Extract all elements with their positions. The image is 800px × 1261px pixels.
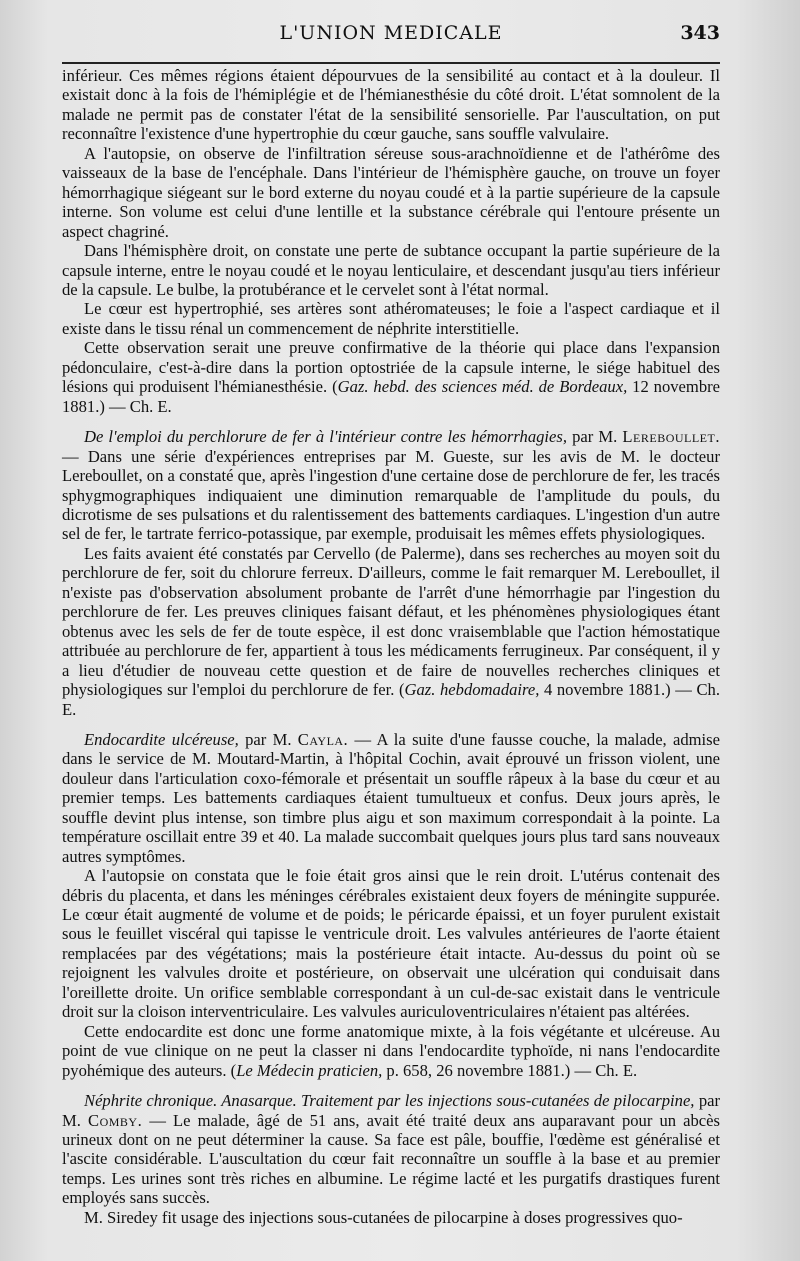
paragraph: Le cœur est hypertrophié, ses artères sont athéromateuses; le foie a l'aspect cardiaque et il existe dans le tissu rénal un commencement de néphrite interstitielle. bbox=[62, 299, 720, 338]
paragraph-text: 4 novembre 1881.) — Ch. E. bbox=[62, 680, 720, 719]
paragraph-text: Les faits avaient été constatés par Cervello (de Palerme), dans ses recherches au moyen soit du perchlorure de fer, soit du chlorure ferreux. D'ailleurs, comme le fait remarquer M. Lereboullet, il n'existe pas d'observation absolument probante de l'arrêt d'une hémorrhagie par l'ingestion du perchlorure de fer. Les preuves cliniques faisant défaut, et les phénomènes physiologiques étant obtenus avec les sels de fer de toute espèce, il est donc vraisemblable que l'action hémostatique attribuée au perchlorure de fer, appartient à tous les médicaments ferrugineux. Par conséquent, il y a lieu d'étudier de nouveau cette question et de faire de nouvelles recherches cliniques et physiologiques sur l'emploi du perchlorure de fer. ( bbox=[62, 543, 720, 700]
section-title: Néphrite chronique. Anasarque. Traitement par les injections sous-cutanées de pilocarpine, bbox=[84, 1091, 695, 1111]
paragraph-text: Cette endocardite est donc une forme anatomique mixte, à la fois végétante et ulcéreuse. Au point de vue clinique on ne peut la classer ni dans l'endocardite typhoïde, ni nans l'endocardite pyohémique des auteurs. ( bbox=[62, 1021, 720, 1080]
section-author: Comby. bbox=[88, 1110, 143, 1130]
paragraph-text: par M. bbox=[62, 1091, 721, 1130]
paragraph bbox=[62, 544, 720, 719]
paragraph-text: Cette observation serait une preuve confirmative de la théorie qui place dans l'expansion pédonculaire, c'est-à-dire dans la portion optostriée de la capsule interne, le siége habituel des lésions qui produisent l'hémianesthésie. ( bbox=[62, 338, 720, 397]
section-title: Endocardite ulcéreuse, bbox=[84, 729, 239, 749]
paragraph-text: — Dans une série d'expériences entreprises par M. Gueste, sur les avis de M. le docteur Lereboullet, on a constaté que, après l'ingestion d'une certaine dose de perchlorure de fer, les tracés sphygmographiques indiquaient une diminution remarquable de l'amplitude du pouls, du dicrotisme de ses pulsations et du ralentissement des battements cardiaques. L'ingestion d'un autre sel de fer, le tartrate ferrico-potassique, par exemple, produisait les mêmes effets physiologiques. bbox=[62, 446, 720, 544]
section-perchlorure bbox=[62, 427, 720, 544]
paragraph: A l'autopsie, on observe de l'infiltration séreuse sous-arachnoïdienne et de l'athérôme des vaisseaux de la base de l'encéphale. Dans l'intérieur de l'hémisphère gauche, on trouve un foyer hémorrhagique siégeant sur le bord externe du noyau coudé et à la partie supérieure de la capsule interne. Son volume est celui d'une lentille et la substance cérébrale qui l'entoure présente un aspect chagriné. bbox=[62, 143, 720, 241]
citation: Le Médecin praticien, bbox=[236, 1060, 383, 1080]
paragraph: inférieur. Ces mêmes régions étaient dépourvues de la sensibilité au contact et à la douleur. Il existait donc à la fois de l'hémiplégie et de l'hémianesthésie du côté droit. L'état somnolent de la malade ne permit pas de constater l'état de la sensibilité sensorielle. Par l'auscultation, on put reconnaître l'existence d'une hypertrophie du cœur gauche, sans souffle valvulaire. bbox=[62, 66, 720, 144]
paragraph: M. Siredey fit usage des injections sous-cutanées de pilocarpine à doses progressives quo- bbox=[84, 1207, 683, 1227]
citation: Gaz. hebdomadaire, bbox=[404, 680, 540, 700]
paragraph-text: par M. bbox=[567, 427, 623, 447]
header-rule bbox=[62, 62, 720, 64]
paragraph-text: 12 novembre 1881.) — Ch. E. bbox=[62, 377, 721, 416]
section-nephrite bbox=[62, 1091, 720, 1208]
paragraph-text: par M. bbox=[238, 729, 298, 749]
section-title: De l'emploi du perchlorure de fer à l'intérieur contre les hémorrhagies, bbox=[84, 427, 568, 447]
page-header bbox=[62, 22, 720, 52]
citation: Gaz. hebd. des sciences méd. de Bordeaux, bbox=[337, 377, 628, 397]
section-endocardite bbox=[62, 730, 720, 866]
article-body bbox=[62, 66, 720, 1227]
paragraph: Dans l'hémisphère droit, on constate une perte de subtance occupant la partie supérieure de la capsule interne, entre le noyau coudé et le noyau lenticulaire, et descendant jusqu'au tiers inférieur de la capsule. Le bulbe, la protubérance et le cervelet sont à l'état normal. bbox=[62, 241, 720, 299]
paragraph bbox=[62, 1022, 720, 1080]
paragraph-text: — A la suite d'une fausse couche, la malade, admise dans le service de M. Moutard-Martin, à l'hôpital Cochin, avait éprouvé un frisson violent, une douleur dans l'articulation coxo-fémorale et présentait un souffle râpeux à la base du cœur et au premier temps. Les battements cardiaques étaient tumultueux et confus. Deux jours après, le souffle devint plus intense, son timbre plus aigu et son maximum correspondait à la pointe. La température oscillait entre 39 et 40. La malade succombait quelques jours plus tard sans nouveaux autres symptômes. bbox=[62, 729, 720, 866]
section-author: Lereboullet. bbox=[622, 427, 720, 447]
paragraph bbox=[62, 338, 720, 416]
running-title: L'UNION MEDICALE bbox=[279, 22, 503, 44]
page-number: 343 bbox=[680, 22, 720, 44]
paragraph-text: — Le malade, âgé de 51 ans, avait été traité deux ans auparavant pour un abcès urineux dont on ne peut déterminer la cause. Sa face est pâle, bouffie, l'œdème est généralisé et l'ascite considérable. L'auscultation du cœur fait reconnaître un souffle à la base et au premier temps. Les urines sont très riches en albumine. Le régime lacté et les purgatifs drastiques furent employés sans succès. bbox=[62, 1110, 720, 1208]
section-author: Cayla. bbox=[297, 729, 349, 749]
paragraph-text: p. 658, 26 novembre 1881.) — Ch. E. bbox=[382, 1060, 638, 1080]
paragraph: A l'autopsie on constata que le foie était gros ainsi que le rein droit. L'utérus contenait des débris du placenta, et dans les méninges cérébrales existaient deux foyers de méningite suppurée. Le cœur était augmenté de volume et de poids; le péricarde épaissi, et un foyer purulent existait sous le feuillet viscéral qui tapisse le ventricule droit. Les valvules antérieures de l'aorte étaient remplacées par des végétations; mais la postérieure était intacte. Au-dessus du point où se rejoignent les valvules droite et postérieure, on observait une ulcération qui conduisait dans l'oreillette droite. Un orifice semblable correspondant à un cul-de-sac existait dans le ventricule droit sur la cloison interventriculaire. Les valvules auriculoventriculaires n'étaient pas altérées. bbox=[62, 866, 720, 1022]
